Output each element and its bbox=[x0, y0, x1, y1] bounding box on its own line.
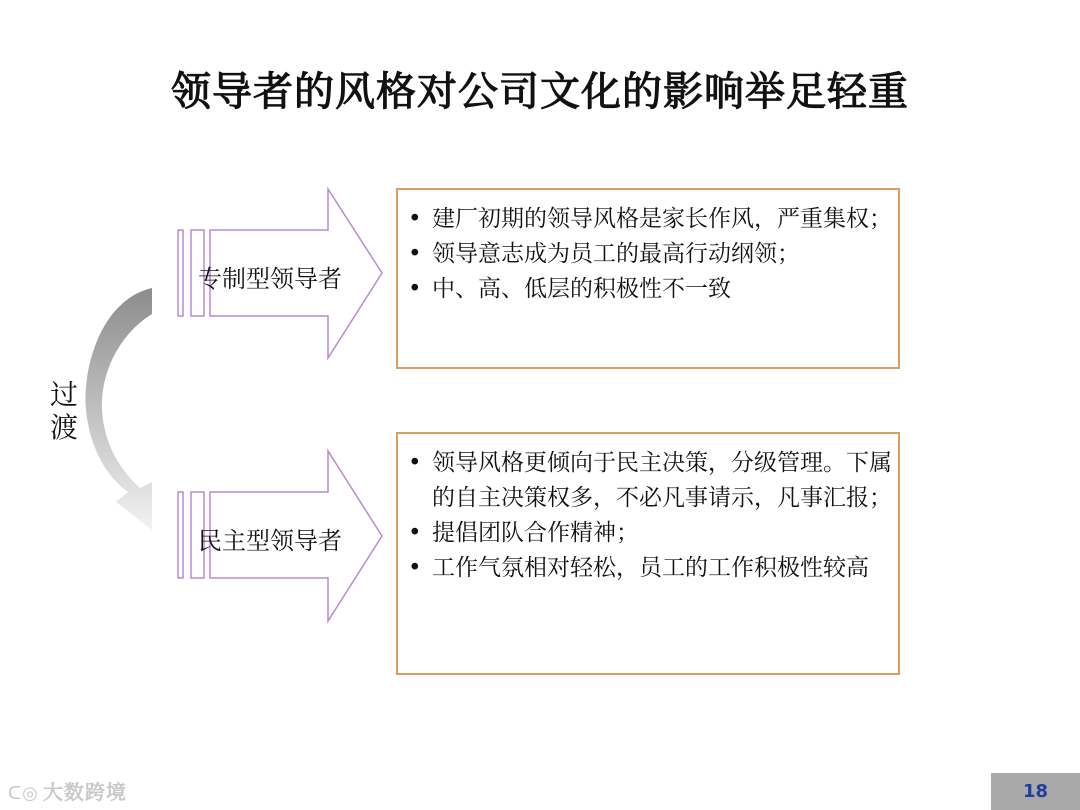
top-text-box bbox=[396, 188, 900, 369]
top-bullet-1: • 建厂初期的领导风格是家长作风，严重集权； bbox=[406, 202, 894, 237]
transition-curved-arrow bbox=[85, 288, 152, 530]
bottom-bullet-2: • 提倡团队合作精神； bbox=[406, 516, 894, 551]
watermark-logo bbox=[8, 776, 127, 805]
bottom-arrow-label: 民主型领导者 bbox=[198, 527, 342, 555]
bottom-text-box bbox=[396, 432, 900, 675]
top-arrow-label: 专制型领导者 bbox=[198, 265, 342, 293]
bottom-bullet-1: • 领导风格更倾向于民主决策，分级管理。下属的自主决策权多，不必凡事请示，凡事汇报； bbox=[406, 446, 894, 516]
top-bullet-3: • 中、高、低层的积极性不一致 bbox=[406, 272, 894, 307]
watermark-text: 大数跨境 bbox=[42, 780, 127, 804]
logo-icon: ᑕ◎ bbox=[8, 783, 39, 804]
slide-title: 领导者的风格对公司文化的影响举足轻重 bbox=[171, 69, 909, 115]
bottom-bullet-3: • 工作气氛相对轻松，员工的工作积极性较高 bbox=[406, 551, 894, 586]
top-bullet-2: • 领导意志成为员工的最高行动纲领； bbox=[406, 237, 894, 272]
transition-label: 过渡 bbox=[49, 378, 78, 444]
page-number: 18 bbox=[991, 773, 1080, 810]
